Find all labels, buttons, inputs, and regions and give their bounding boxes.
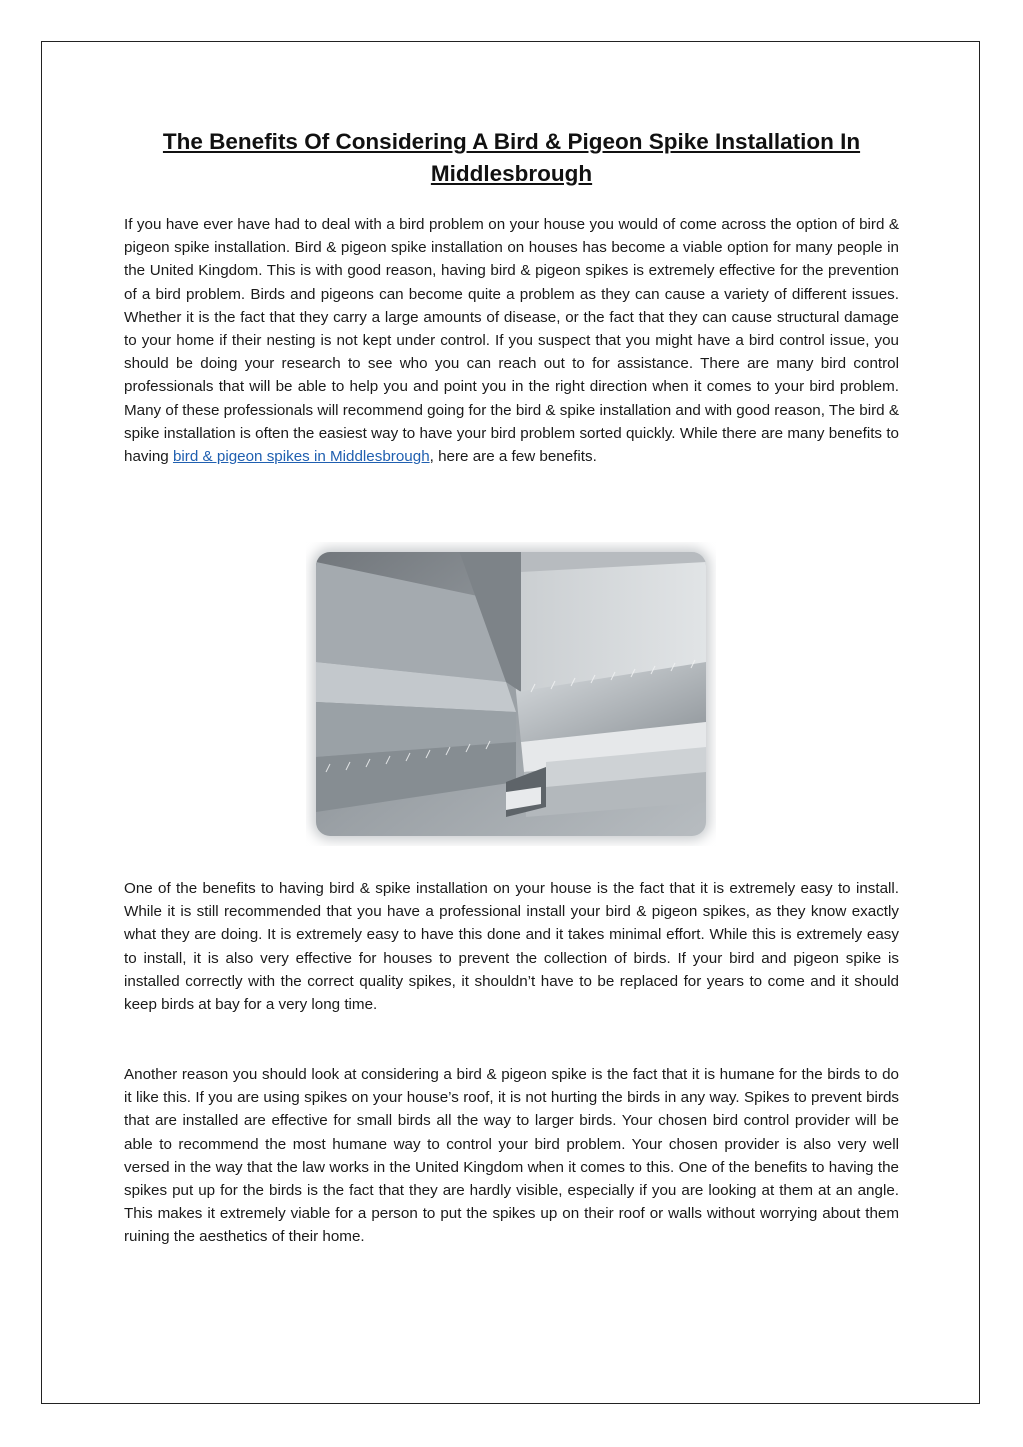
paragraph-humane: Another reason you should look at considering a bird & pigeon spike is the fact that it is humane for the birds to do it like this. If you are using spikes on your house’s roof, it is not hurting the birds in any way. Spikes to prevent birds that are installed are effective for small birds all the way to larger birds. Your chosen bird control provider will be able to recommend the most humane way to control your bird problem. Your chosen provider is also very well versed in the way that the law works in the United Kingdom when it comes to this. One of the benefits to having the spikes put up for the birds is the fact that they are hardly visible, especially if you are looking at them at an angle. This makes it extremely viable for a person to put the spikes up on their roof or walls without worrying about them ruining the aesthetics of their home. [124,1066,899,1246]
paragraph-intro-tail: , here are a few benefits. [429,448,597,466]
page-title: The Benefits Of Considering A Bird & Pigeon Spike Installation In Middlesbrough [162,129,861,186]
bird-spikes-link[interactable]: bird & pigeon spikes in Middlesbrough [172,448,430,466]
paragraph-intro-text: If you have ever have had to deal with a bird problem on your house you would of come across the option of bird & pigeon spike installation. Bird & pigeon spike installation on houses has become a viable option for many people in the United Kingdom. This is with good reason, having bird & pigeon spikes is extremely effective for the prevention of a bird problem. Birds and pigeons can become quite a problem as they can cause a variety of different issues. Whether it is the fact that they carry a large amounts of disease, or the fact that they can cause structural damage to your home if their nesting is not kept under control. If you suspect that you might have a bird control issue, you should be doing your research to see who you can reach out to for assistance. There are many bird control professionals that will be able to help you and point you in the right direction when it comes to your bird problem. Many of these professionals will recommend going for the bird & spike installation and with good reason, The bird & spike installation is often the easiest way to have your bird problem sorted quickly. While there are many benefits to having [124,216,899,466]
bird-spike-photo [306,542,716,846]
paragraph-intro [124,213,899,468]
paragraph-installation: One of the benefits to having bird & spike installation on your house is the fact that it is extremely easy to install. While it is still recommended that you have a professional install your bird & pigeon spikes, as they know exactly what they are doing. It is extremely easy to have this done and it takes minimal effort. While this is extremely easy to install, it is also very effective for houses to prevent the collection of birds. If your bird and pigeon spike is installed correctly with the correct quality spikes, it shouldn’t have to be replaced for years to come and it should keep birds at bay for a very long time. [124,880,899,1014]
